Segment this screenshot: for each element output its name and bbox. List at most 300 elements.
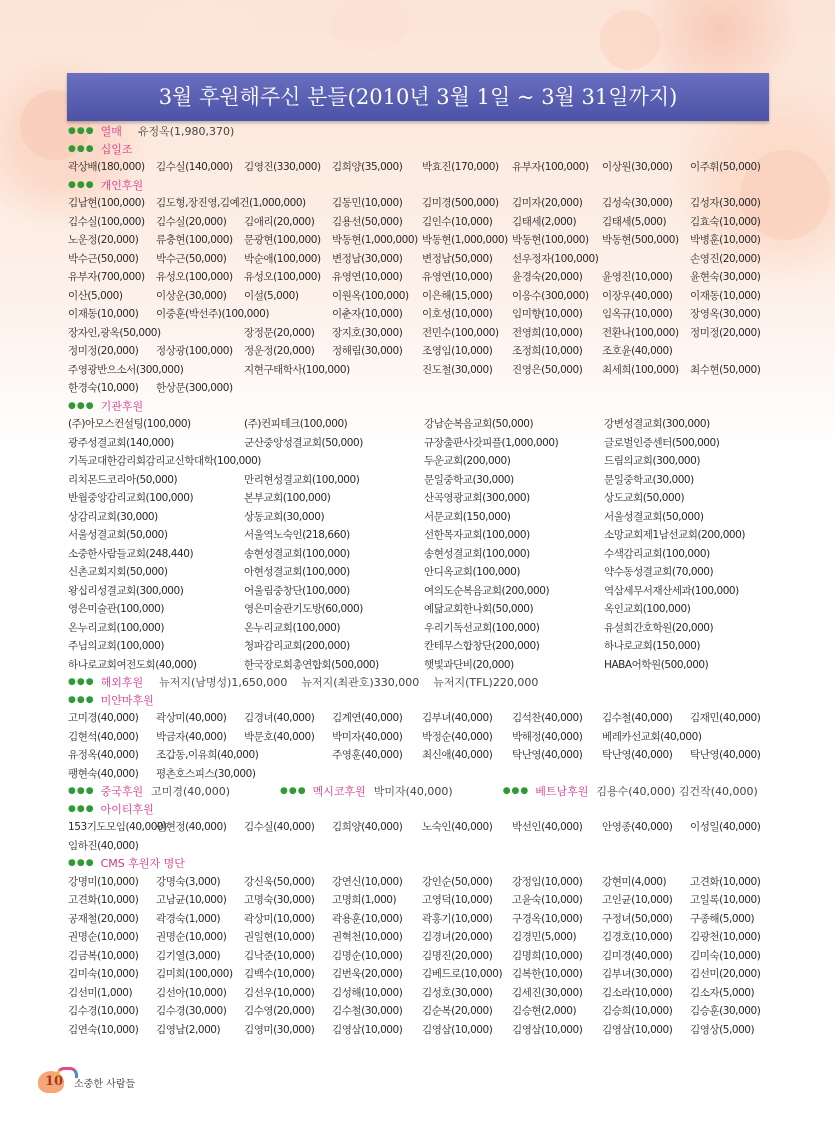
donor-entry: 고명숙(30,000) <box>244 894 315 906</box>
section-header-multi <box>68 783 768 801</box>
donor-entry: 안디옥교회(100,000) <box>424 566 521 578</box>
bullet-icon: ●●● <box>502 786 530 796</box>
donor-entry: 박순애(100,000) <box>244 252 321 265</box>
donor-entry: 광주성결교회(140,000) <box>68 436 174 449</box>
donor-entry: 강명미(10,000) <box>68 875 139 888</box>
donor-entry: 유영연(10,000) <box>332 271 403 283</box>
donor-entry: 변정남(50,000) <box>422 252 493 265</box>
donor-entry: 선한목자교회(100,000) <box>424 529 530 541</box>
donor-entry: 장정문(20,000) <box>244 326 315 339</box>
donor-entry: 김남현(100,000) <box>68 197 145 209</box>
hands-logo-icon <box>38 1067 68 1097</box>
donor-entry: 곽용훈(10,000) <box>332 912 403 925</box>
donor-entry: 이장우(40,000) <box>602 289 673 302</box>
donor-entry: 최세희(100,000) <box>602 363 679 376</box>
donor-entry: 윤현숙(30,000) <box>690 271 761 283</box>
page-footer <box>38 1067 135 1097</box>
donor-entry: 153기도모임(40,000) <box>68 821 167 833</box>
donor-entry: 정운정(20,000) <box>244 345 315 357</box>
bullet-icon: ●●● <box>68 803 95 814</box>
donor-entry: 김용선(50,000) <box>332 215 403 228</box>
donor-entry <box>602 837 690 856</box>
donor-entry: 김희양(35,000) <box>332 161 403 173</box>
donor-entry: 김영상(5,000) <box>690 1023 755 1036</box>
donor-entry: 권명순(10,000) <box>156 931 227 943</box>
section-inline: 김용수(40,000) 김건작(40,000) <box>596 785 758 798</box>
donor-entry: 주영광반으소서(300,000) <box>68 363 184 376</box>
donor-entry: 김성자(30,000) <box>690 197 761 209</box>
donor-entry: 김낙준(10,000) <box>244 949 315 962</box>
donor-entry: 류충현(100,000) <box>156 234 233 246</box>
donor-entry: 박병훈(10,000) <box>690 234 761 246</box>
section-header-gigwan <box>68 398 768 416</box>
donor-entry: 김명순(10,000) <box>332 949 403 962</box>
donor-entry <box>244 746 332 765</box>
bullet-icon: ●●● <box>68 400 95 411</box>
page-title: 3월 후원해주신 분들(2010년 3월 1일 ~ 3월 31일까지) <box>67 73 769 121</box>
donor-entry: 손영진(20,000) <box>690 252 761 265</box>
donor-entry: 고남균(10,000) <box>156 894 227 906</box>
donor-entry <box>156 324 244 343</box>
donor-entry: 강현미(4,000) <box>602 875 667 888</box>
donor-entry: 고명희(1,000) <box>332 894 397 906</box>
donor-entry: 한상문(300,000) <box>156 382 233 394</box>
donor-entry: 변정남(30,000) <box>332 252 403 265</box>
donor-entry: 이재동(10,000) <box>68 308 139 320</box>
donor-entry: 김명희(10,000) <box>512 949 583 962</box>
donor-entry: 김태세(5,000) <box>602 215 667 228</box>
donor-entry: 지현구태학사(100,000) <box>244 363 350 376</box>
donor-entry <box>602 250 690 269</box>
donor-entry: 만리현성결교회(100,000) <box>244 473 360 486</box>
donor-entry: 이호성(10,000) <box>422 308 493 320</box>
donor-entry: 강연신(10,000) <box>332 875 403 888</box>
page-number: 10 <box>45 1074 64 1089</box>
donor-entry: 최수현(50,000) <box>690 363 761 376</box>
donor-entry: 김번욱(20,000) <box>332 968 403 980</box>
donor-entry: 김경민(5,000) <box>512 931 577 943</box>
section-title: 십일조 <box>100 142 133 156</box>
donor-entry: 유설희간호학원(20,000) <box>604 621 714 634</box>
donor-entry <box>244 194 332 213</box>
donor-entry: 하나로교회(150,000) <box>604 640 701 652</box>
donor-entry: 칸테무스합창단(200,000) <box>424 640 540 652</box>
donor-entry: 글로벌인증센터(500,000) <box>604 436 720 449</box>
donor-entry: 이춘자(10,000) <box>332 308 403 320</box>
donor-entry: 반월중앙감리교회(100,000) <box>68 492 194 504</box>
section-header-gaein <box>68 177 768 195</box>
donor-entry: 온누리교회(100,000) <box>244 621 341 634</box>
myanmar-list <box>68 709 768 783</box>
donor-entry: 김선우(10,000) <box>244 986 315 999</box>
donor-entry: 규장출판사갓피플(1,000,000) <box>424 436 559 449</box>
bullet-icon: ●●● <box>68 143 95 154</box>
bullet-icon: ●●● <box>68 126 95 136</box>
donor-entry <box>244 765 332 784</box>
donor-entry <box>690 765 768 784</box>
donor-entry: 역삼세무서재산세과(100,000) <box>604 584 739 597</box>
donor-entry: 김수철(30,000) <box>332 1005 403 1017</box>
donor-entry: 강정임(10,000) <box>512 875 583 888</box>
donor-entry: 고인균(10,000) <box>602 894 673 906</box>
donor-entry <box>244 452 424 471</box>
donor-entry: 김효숙(10,000) <box>690 215 761 228</box>
donor-entry: 유성오(100,000) <box>156 271 233 283</box>
donor-entry: HABA어학원(500,000) <box>604 658 709 671</box>
donor-entry <box>332 765 422 784</box>
section-title: 멕시코후원 <box>312 785 366 798</box>
donor-entry: 어울림중창단(100,000) <box>244 584 350 597</box>
donor-entry: 유부자(100,000) <box>512 161 589 173</box>
donor-entry: 곽상배(180,000) <box>68 161 145 173</box>
haiti-list <box>68 818 768 855</box>
donor-entry: 김성호(30,000) <box>422 986 493 999</box>
donor-entry: 수색감리교회(100,000) <box>604 547 710 560</box>
donor-entry: 김순복(20,000) <box>422 1005 493 1017</box>
donor-entry: 김백수(10,000) <box>244 968 315 980</box>
donor-entry: 김애리(20,000) <box>244 215 315 228</box>
donor-entry: 김계연(40,000) <box>332 712 403 724</box>
donor-entry: 리치몬드코리아(50,000) <box>68 473 178 486</box>
donor-entry: 김소라(10,000) <box>602 986 673 999</box>
donor-entry: 정상광(100,000) <box>156 345 233 357</box>
donor-entry: 김선아(10,000) <box>156 986 227 999</box>
donor-entry: 김소자(5,000) <box>690 986 755 999</box>
cms-list <box>68 873 768 1040</box>
donor-entry: 곽홍기(10,000) <box>422 912 493 925</box>
section-header-haiti <box>68 801 768 819</box>
donor-entry: 고영덕(10,000) <box>422 894 493 906</box>
donor-entry: 상동교회(30,000) <box>244 510 325 523</box>
donor-entry: 김영진(330,000) <box>244 161 321 173</box>
donor-entry: 고견화(10,000) <box>68 894 139 906</box>
donor-entry: 우리기독선교회(100,000) <box>424 621 540 634</box>
donor-entry: 김동민(10,000) <box>332 197 403 209</box>
donor-entry: 유정옥(40,000) <box>68 749 139 761</box>
donor-entry: 예닮교회한나회(50,000) <box>424 603 534 615</box>
section-title: 중국후원 <box>100 785 144 798</box>
donor-entry: 이성일(40,000) <box>690 821 761 833</box>
donor-entry: 전환나(100,000) <box>602 326 679 339</box>
donor-entry <box>156 837 244 856</box>
donor-entry <box>332 379 422 398</box>
section-inline: 뉴저지(남명성)1,650,000 뉴저지(최관호)330,000 뉴저지(TFL)220,000 <box>159 676 539 689</box>
donor-entry: 박동현(100,000) <box>512 234 589 246</box>
donor-entry: 김영삼(10,000) <box>512 1023 583 1036</box>
donor-entry: 윤경숙(20,000) <box>512 271 583 283</box>
donor-entry <box>422 379 512 398</box>
section-header-myanmar <box>68 692 768 710</box>
donor-entry: 권일현(10,000) <box>244 931 315 943</box>
donor-entry: 김영미(30,000) <box>244 1023 315 1036</box>
donor-entry: 조갑동,이유희(40,000) <box>156 749 259 761</box>
donor-entry: 문일중학교(30,000) <box>424 473 514 486</box>
donor-entry <box>512 765 602 784</box>
donor-entry: 박동현(500,000) <box>602 234 679 246</box>
donor-entry: 서문교회(150,000) <box>424 510 511 523</box>
section-title: 아이티후원 <box>100 802 154 816</box>
donor-entry: 하나로교회여전도회(40,000) <box>68 658 197 671</box>
donor-entry: 권현정(40,000) <box>156 821 227 833</box>
donor-entry: 팽현숙(40,000) <box>68 767 139 780</box>
donor-entry: 강변성결교회(300,000) <box>604 418 710 430</box>
donor-entry: 고견화(10,000) <box>690 875 761 888</box>
donor-entry: 진도철(30,000) <box>422 363 493 376</box>
donor-entry: 영은미술관기도방(60,000) <box>244 603 363 615</box>
donor-entry: 김영남(2,000) <box>156 1023 221 1036</box>
donor-entry: 박해정(40,000) <box>512 730 583 743</box>
donor-entry: 공재철(20,000) <box>68 912 139 925</box>
donor-entry: 드림의교회(300,000) <box>604 455 701 467</box>
donor-entry: 김경녀(20,000) <box>422 931 493 943</box>
section-header-cms <box>68 855 768 873</box>
donor-entry: 박동현(1,000,000) <box>332 234 418 246</box>
donor-entry: 김세진(30,000) <box>512 986 583 999</box>
section-header-haeoe <box>68 674 768 692</box>
donor-entry: 이재동(10,000) <box>690 289 761 302</box>
donor-entry: 한경숙(10,000) <box>68 382 139 394</box>
donor-entry: 김선미(1,000) <box>68 986 133 999</box>
section-title: 해외후원 <box>100 676 144 689</box>
donor-entry: 김영삼(10,000) <box>422 1023 493 1036</box>
donor-entry <box>244 837 332 856</box>
donor-entry: 노숙인(40,000) <box>422 821 493 833</box>
bullet-icon: ●●● <box>68 858 95 868</box>
donor-entry <box>602 379 690 398</box>
donor-entry: 김미자(20,000) <box>512 197 583 209</box>
bullet-icon: ●●● <box>68 786 95 796</box>
donor-entry: 박정순(40,000) <box>422 730 493 743</box>
donor-entry: 약수동성결교회(70,000) <box>604 566 714 578</box>
section-title: CMS 후원자 명단 <box>100 857 185 870</box>
donor-entry: 박수근(50,000) <box>156 252 227 265</box>
donor-entry: 군산중앙성결교회(50,000) <box>244 436 363 449</box>
donor-entry: 아현성결교회(100,000) <box>244 566 350 578</box>
donor-entry: 김현석(40,000) <box>68 730 139 743</box>
donor-entry: 김미경(40,000) <box>602 949 673 962</box>
donor-entry: 강인순(50,000) <box>422 875 493 888</box>
donor-entry: 전영희(10,000) <box>512 326 583 339</box>
donor-entry: 김미경(500,000) <box>422 197 499 209</box>
donor-entry: 장자인,광옥(50,000) <box>68 326 161 339</box>
donor-entry: 임하진(40,000) <box>68 839 139 852</box>
donor-entry: 김부녀(30,000) <box>602 968 673 980</box>
donor-entry: 곽상미(10,000) <box>244 912 315 925</box>
donor-entry: 고일록(10,000) <box>690 894 761 906</box>
donor-entry <box>156 361 244 380</box>
donor-entry: 윤영진(10,000) <box>602 271 673 283</box>
donor-entry: 조영임(10,000) <box>422 345 493 357</box>
donor-entry: 이주휘(50,000) <box>690 161 761 173</box>
section-title: 열매 <box>100 125 122 138</box>
donor-entry: 유성오(100,000) <box>244 271 321 283</box>
donor-entry: 조호윤(40,000) <box>602 345 673 357</box>
donor-entry: 김수경(30,000) <box>156 1005 227 1017</box>
magazine-name: 소중한 사람들 <box>74 1078 136 1090</box>
donor-entry: 전민수(100,000) <box>422 326 499 339</box>
donor-entry: 탁난영(40,000) <box>602 749 673 761</box>
donor-entry: 곽상미(40,000) <box>156 712 227 724</box>
section-title: 기관후원 <box>100 399 144 413</box>
donor-entry: 서울역노숙인(218,660) <box>244 529 350 541</box>
donor-entry <box>690 837 768 856</box>
donor-entry: 진영은(50,000) <box>512 363 583 376</box>
donor-entry <box>332 837 422 856</box>
donor-entry: 온누리교회(100,000) <box>68 621 165 634</box>
donor-entry: 소망교회제1남선교회(200,000) <box>604 529 746 541</box>
donor-entry: 박금자(40,000) <box>156 730 227 743</box>
donor-entry: 김재민(40,000) <box>690 712 761 724</box>
donor-entry: 구경옥(10,000) <box>512 912 583 925</box>
donor-entry: 강신욱(50,000) <box>244 875 315 888</box>
donor-entry: 이응수(300,000) <box>512 289 589 302</box>
donor-entry: 한국장로회총연합회(500,000) <box>244 658 379 671</box>
donor-entry: 청파감리교회(200,000) <box>244 640 350 652</box>
donor-entry: 김인수(10,000) <box>422 215 493 228</box>
donor-entry: 조정희(10,000) <box>512 345 583 357</box>
donor-entry: 박효진(170,000) <box>422 161 499 173</box>
donor-entry: 김수실(20,000) <box>156 215 227 228</box>
bullet-icon: ●●● <box>68 179 95 190</box>
donor-entry: 서울성결교회(50,000) <box>604 510 704 523</box>
donor-entry: 김수철(40,000) <box>602 712 673 724</box>
donor-entry: 송현성결교회(100,000) <box>244 547 350 560</box>
donor-entry: (주)아모스컨설팅(100,000) <box>68 418 191 430</box>
donor-entry: 권명순(10,000) <box>68 931 139 943</box>
donor-entry: 장영옥(30,000) <box>690 308 761 320</box>
donor-entry: 김광천(10,000) <box>690 931 761 943</box>
donor-entry: 탁난영(40,000) <box>690 749 761 761</box>
donor-entry: 김수실(140,000) <box>156 161 233 173</box>
donor-entry: 김석찬(40,000) <box>512 712 583 724</box>
donor-entry: 김경호(10,000) <box>602 931 673 943</box>
section-title: 베트남후원 <box>535 785 589 798</box>
donor-entry: 김영삼(10,000) <box>602 1023 673 1036</box>
donor-entry: 김부녀(40,000) <box>422 712 493 724</box>
donor-entry: 김수영(20,000) <box>244 1005 315 1017</box>
donor-entry: 이상운(30,000) <box>156 289 227 302</box>
section-title: 미얀마후원 <box>100 693 154 707</box>
donor-entry: 장지호(30,000) <box>332 326 403 339</box>
donor-entry: 두운교회(200,000) <box>424 455 511 467</box>
donor-entry <box>690 728 768 747</box>
donor-entry: 상감리교회(30,000) <box>68 510 158 523</box>
donor-entry: 김복한(10,000) <box>512 968 583 980</box>
donor-entry: 김도형,장진영,김예건(1,000,000) <box>156 197 306 209</box>
donor-entry: 안영종(40,000) <box>602 821 673 833</box>
donor-entry: 이중훈(박선주)(100,000) <box>156 308 270 320</box>
donor-entry: 신촌교회지회(50,000) <box>68 566 168 578</box>
donor-entry <box>512 379 602 398</box>
donor-entry <box>244 379 332 398</box>
bullet-icon: ●●● <box>68 694 95 705</box>
donor-entry: 탁난영(40,000) <box>512 749 583 761</box>
section-inline: 박미자(40,000) <box>373 785 453 798</box>
donor-entry: 노운정(20,000) <box>68 234 139 246</box>
donor-entry: 김명진(20,000) <box>422 949 493 962</box>
donor-entry: 주님의교회(100,000) <box>68 640 165 652</box>
section-header-yeolmae <box>68 123 768 141</box>
donor-entry <box>244 305 332 324</box>
donor-entry: 베레카선교회(40,000) <box>602 730 702 743</box>
section-title: 개인후원 <box>100 178 144 192</box>
donor-entry: 김승희(10,000) <box>602 1005 673 1017</box>
donor-entry: 소중한사람들교회(248,440) <box>68 547 194 560</box>
donor-entry <box>512 837 602 856</box>
donor-entry: 이설(5,000) <box>244 289 299 302</box>
donor-entry: 구정녀(50,000) <box>602 912 673 925</box>
donor-entry: 김수실(100,000) <box>68 215 145 228</box>
donor-entry: 구종해(5,000) <box>690 912 755 925</box>
donor-entry: 최신애(40,000) <box>422 749 493 761</box>
donor-entry: 김미숙(10,000) <box>68 968 139 980</box>
donor-entry: 햇빛과단비(20,000) <box>424 658 514 671</box>
donor-entry: 송현성결교회(100,000) <box>424 547 530 560</box>
donor-entry <box>422 837 512 856</box>
donor-entry: 문광현(100,000) <box>244 234 321 246</box>
donor-entry: 이산(5,000) <box>68 289 123 302</box>
donor-entry: 김태세(2,000) <box>512 215 577 228</box>
donor-entry: 옥인교회(100,000) <box>604 603 691 615</box>
donor-entry: 김승훈(30,000) <box>690 1005 761 1017</box>
donor-entry: 임미향(10,000) <box>512 308 583 320</box>
donor-entry: 본부교회(100,000) <box>244 492 331 504</box>
donor-entry: 김미숙(10,000) <box>690 949 761 962</box>
donor-entry: 선우정자(100,000) <box>512 252 599 265</box>
donor-entry: 평촌호스피스(30,000) <box>156 767 256 780</box>
donor-entry: 김수경(10,000) <box>68 1005 139 1017</box>
section-header-sipiljo <box>68 141 768 159</box>
donor-entry: (주)컨피테크(100,000) <box>244 418 348 430</box>
donor-entry: 고윤숙(10,000) <box>512 894 583 906</box>
donor-entry: 김베드로(10,000) <box>422 968 503 980</box>
donor-entry: 문일중학교(30,000) <box>604 473 694 486</box>
donor-entry: 임옥규(10,000) <box>602 308 673 320</box>
donor-entry: 유부자(700,000) <box>68 271 145 283</box>
donor-entry: 김연숙(10,000) <box>68 1023 139 1036</box>
donor-entry: 여의도순복음교회(200,000) <box>424 584 550 597</box>
donor-entry: 박문호(40,000) <box>244 730 315 743</box>
donor-entry: 곽경숙(1,000) <box>156 912 221 925</box>
donor-entry: 이은해(15,000) <box>422 289 493 302</box>
donor-entry: 이원옥(100,000) <box>332 289 409 302</box>
donor-entry: 정미정(20,000) <box>690 326 761 339</box>
donor-entry: 기독교대한감리회감리교신학대학(100,000) <box>68 455 261 467</box>
donor-entry: 이상원(30,000) <box>602 161 673 173</box>
donor-entry: 영은미술관(100,000) <box>68 603 165 615</box>
donor-entry: 김선미(20,000) <box>690 968 761 980</box>
donor-entry: 상도교회(50,000) <box>604 492 685 504</box>
bullet-icon: ●●● <box>68 677 95 687</box>
gaein-list <box>68 194 768 398</box>
donor-entry: 정해림(30,000) <box>332 345 403 357</box>
donor-entry: 박선인(40,000) <box>512 821 583 833</box>
donor-entry: 박수근(50,000) <box>68 252 139 265</box>
donor-entry: 김희양(40,000) <box>332 821 403 833</box>
donor-entry: 김성해(10,000) <box>332 986 403 999</box>
donor-entry: 산곡영광교회(300,000) <box>424 492 530 504</box>
donor-list <box>68 123 768 1039</box>
donor-entry <box>422 765 512 784</box>
bullet-icon: ●●● <box>280 786 307 796</box>
donor-entry: 김영삼(10,000) <box>332 1023 403 1036</box>
donor-entry: 왕십리성결교회(300,000) <box>68 584 184 597</box>
gigwan-list <box>68 415 768 674</box>
section-inline: 유정옥(1,980,370) <box>137 125 235 138</box>
donor-entry: 정미정(20,000) <box>68 345 139 357</box>
donor-entry <box>332 361 422 380</box>
donor-entry: 권혁천(10,000) <box>332 931 403 943</box>
